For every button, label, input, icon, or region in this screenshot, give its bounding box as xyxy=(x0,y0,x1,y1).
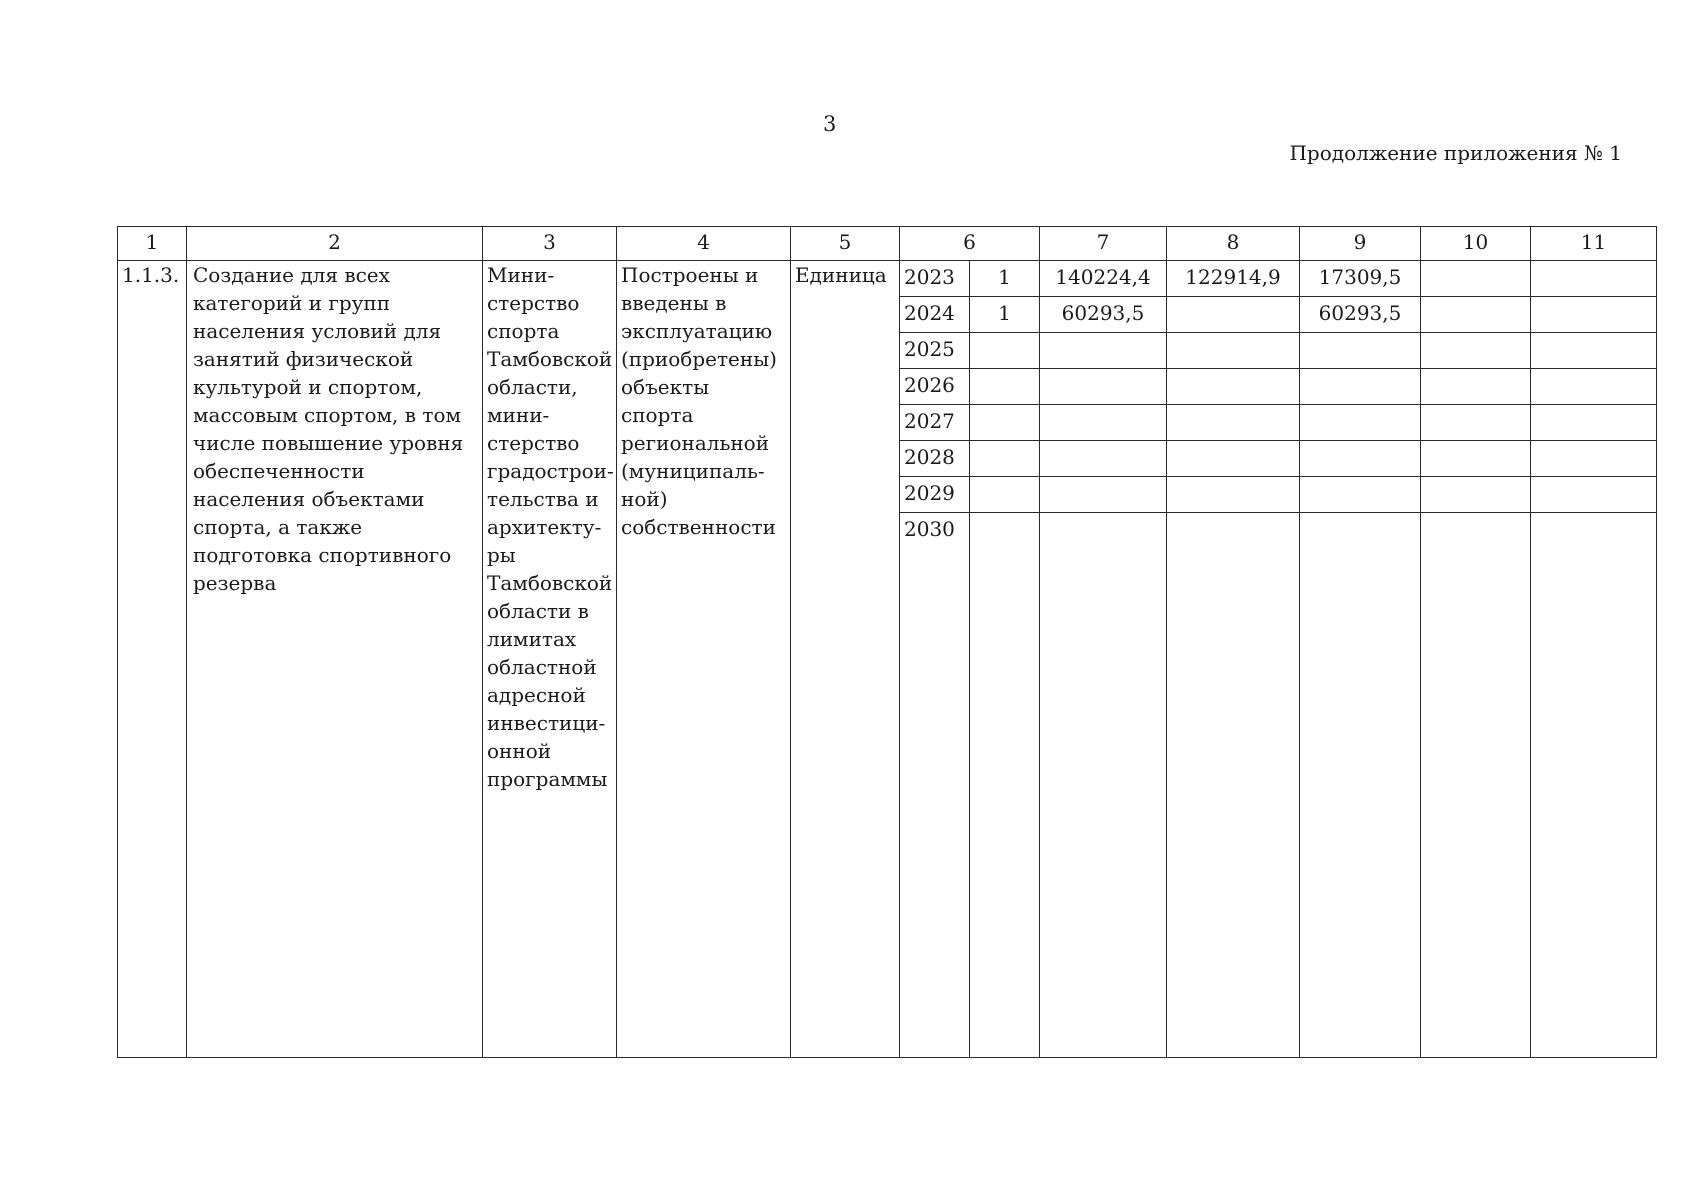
funding-total: 140224,4 xyxy=(1040,261,1167,297)
column-number: 2 xyxy=(187,227,483,261)
funding-regional xyxy=(1300,333,1421,369)
year-cell: 2030 xyxy=(900,513,970,1058)
funding-federal xyxy=(1167,333,1300,369)
year-row xyxy=(118,261,1657,297)
funding-col10 xyxy=(1421,477,1531,513)
funding-federal xyxy=(1167,513,1300,1058)
indicator-value xyxy=(970,369,1040,405)
funding-col10 xyxy=(1421,405,1531,441)
funding-col11 xyxy=(1531,477,1657,513)
row-result: Построены и введены в эксплуатацию (приобретены) объекты спорта региональной (муниципаль-ной) собственности xyxy=(617,261,791,1058)
funding-federal: 122914,9 xyxy=(1167,261,1300,297)
column-number: 9 xyxy=(1300,227,1421,261)
year-cell: 2025 xyxy=(900,333,970,369)
indicator-value xyxy=(970,405,1040,441)
column-number: 3 xyxy=(483,227,617,261)
indicator-value xyxy=(970,477,1040,513)
funding-total xyxy=(1040,477,1167,513)
funding-total xyxy=(1040,333,1167,369)
column-number: 7 xyxy=(1040,227,1167,261)
year-cell: 2027 xyxy=(900,405,970,441)
column-number: 5 xyxy=(791,227,900,261)
column-number: 10 xyxy=(1421,227,1531,261)
row-description: Создание для всех категорий и групп населения условий для занятий физической культурой и спортом, массовым спортом, в том числе повышение уровня обеспеченности населения объектами спорта, а также подготовка спортивного резерва xyxy=(187,261,483,1058)
funding-col11 xyxy=(1531,261,1657,297)
indicator-value: 1 xyxy=(970,261,1040,297)
funding-regional xyxy=(1300,369,1421,405)
funding-col10 xyxy=(1421,513,1531,1058)
year-cell: 2026 xyxy=(900,369,970,405)
year-cell: 2023 xyxy=(900,261,970,297)
page-number: 3 xyxy=(823,112,837,136)
funding-regional xyxy=(1300,441,1421,477)
column-number-row xyxy=(118,227,1657,261)
funding-regional: 17309,5 xyxy=(1300,261,1421,297)
funding-col11 xyxy=(1531,297,1657,333)
year-cell: 2028 xyxy=(900,441,970,477)
row-code: 1.1.3. xyxy=(118,261,187,1058)
funding-col10 xyxy=(1421,297,1531,333)
funding-total xyxy=(1040,405,1167,441)
funding-col11 xyxy=(1531,441,1657,477)
funding-regional xyxy=(1300,477,1421,513)
funding-col11 xyxy=(1531,513,1657,1058)
funding-col10 xyxy=(1421,261,1531,297)
funding-federal xyxy=(1167,477,1300,513)
row-executor: Мини-стерство спорта Тамбовской области, мини-стерство градострои-тельства и архитекту-ры Тамбовской области в лимитах областной адресной инвестици-онной программы xyxy=(483,261,617,1058)
funding-total xyxy=(1040,369,1167,405)
funding-col11 xyxy=(1531,333,1657,369)
funding-federal xyxy=(1167,297,1300,333)
funding-federal xyxy=(1167,405,1300,441)
funding-total xyxy=(1040,441,1167,477)
funding-total xyxy=(1040,513,1167,1058)
column-number: 1 xyxy=(118,227,187,261)
funding-regional xyxy=(1300,405,1421,441)
column-number: 4 xyxy=(617,227,791,261)
funding-federal xyxy=(1167,441,1300,477)
year-cell: 2029 xyxy=(900,477,970,513)
funding-regional: 60293,5 xyxy=(1300,297,1421,333)
funding-total: 60293,5 xyxy=(1040,297,1167,333)
row-unit: Единица xyxy=(791,261,900,1058)
funding-col11 xyxy=(1531,369,1657,405)
indicator-value xyxy=(970,513,1040,1058)
continuation-label: Продолжение приложения № 1 xyxy=(1289,141,1622,165)
funding-col11 xyxy=(1531,405,1657,441)
indicator-value xyxy=(970,441,1040,477)
funding-col10 xyxy=(1421,441,1531,477)
column-number: 8 xyxy=(1167,227,1300,261)
column-number: 11 xyxy=(1531,227,1657,261)
indicator-value xyxy=(970,333,1040,369)
funding-col10 xyxy=(1421,333,1531,369)
funding-regional xyxy=(1300,513,1421,1058)
column-number: 6 xyxy=(900,227,1040,261)
funding-federal xyxy=(1167,369,1300,405)
year-cell: 2024 xyxy=(900,297,970,333)
program-table xyxy=(117,226,1657,1058)
funding-col10 xyxy=(1421,369,1531,405)
indicator-value: 1 xyxy=(970,297,1040,333)
